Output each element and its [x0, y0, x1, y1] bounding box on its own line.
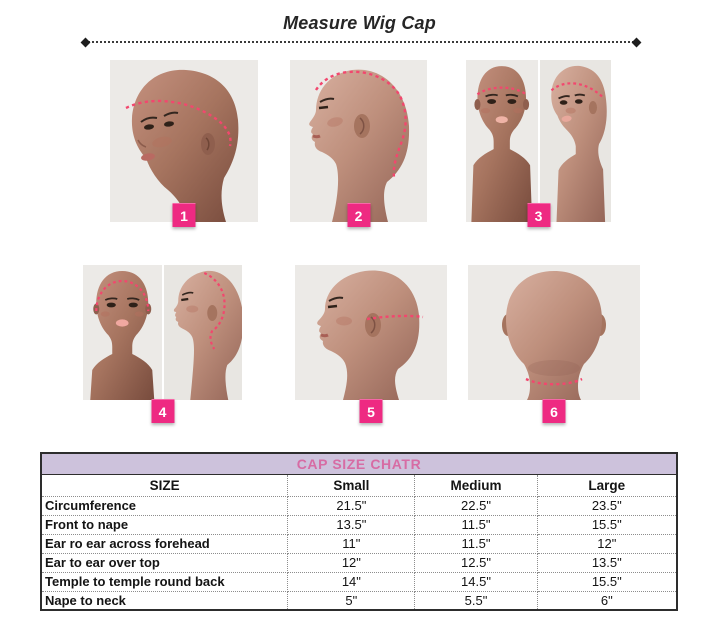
mannequin-head-front-icon	[466, 60, 538, 222]
cell-small: 5"	[288, 591, 415, 610]
column-header-small: Small	[288, 474, 415, 496]
row-label: Nape to neck	[41, 591, 288, 610]
cell-small: 21.5"	[288, 496, 415, 515]
figure-1-panel	[110, 60, 258, 222]
figure-3-side-view	[540, 60, 612, 222]
cell-medium: 5.5"	[415, 591, 537, 610]
table-row	[41, 572, 677, 591]
row-label: Front to nape	[41, 515, 288, 534]
column-header-large: Large	[537, 474, 677, 496]
table-row	[41, 534, 677, 553]
cell-large: 15.5"	[537, 515, 677, 534]
mannequin-head-profile-icon	[290, 60, 427, 222]
cell-large: 23.5"	[537, 496, 677, 515]
cell-large: 6"	[537, 591, 677, 610]
cell-small: 11"	[288, 534, 415, 553]
table-row	[41, 591, 677, 610]
figure-2-panel	[290, 60, 427, 222]
figure-number-badge: 2	[347, 203, 370, 227]
figure-number-badge: 4	[151, 399, 174, 423]
table-title: CAP SIZE CHATR	[41, 453, 677, 474]
figure-4-side-view	[164, 265, 243, 400]
figure-4-panel	[83, 265, 242, 420]
rule-right-diamond-icon	[632, 37, 642, 47]
figure-3-panel	[466, 60, 611, 222]
figure-number-badge: 6	[543, 399, 566, 423]
mannequin-head-profile-icon	[295, 265, 447, 400]
page-title: Measure Wig Cap	[283, 13, 436, 33]
table-row	[41, 515, 677, 534]
table-row	[41, 553, 677, 572]
cell-small: 12"	[288, 553, 415, 572]
figure-4-front-view	[83, 265, 162, 400]
figure-3-front-view	[466, 60, 538, 222]
mannequin-head-back-icon	[468, 265, 640, 400]
cell-medium: 14.5"	[415, 572, 537, 591]
cell-small: 14"	[288, 572, 415, 591]
title-underline-dotted-rule	[88, 41, 634, 43]
cell-small: 13.5"	[288, 515, 415, 534]
figure-number-badge: 1	[173, 203, 196, 227]
row-label: Temple to temple round back	[41, 572, 288, 591]
cell-medium: 11.5"	[415, 534, 537, 553]
cell-medium: 12.5"	[415, 553, 537, 572]
table-row	[41, 496, 677, 515]
cell-medium: 11.5"	[415, 515, 537, 534]
row-label: Ear to ear over top	[41, 553, 288, 572]
cell-medium: 22.5"	[415, 496, 537, 515]
figure-6-panel	[468, 265, 640, 420]
cell-large: 12"	[537, 534, 677, 553]
cell-large: 15.5"	[537, 572, 677, 591]
row-label: Ear ro ear across forehead	[41, 534, 288, 553]
mannequin-head-three-quarter-icon	[540, 60, 612, 222]
rule-left-diamond-icon	[81, 37, 91, 47]
mannequin-head-three-quarter-icon	[110, 60, 258, 222]
row-label: Circumference	[41, 496, 288, 515]
column-header-size: SIZE	[41, 474, 288, 496]
figure-number-badge: 5	[360, 399, 383, 423]
cap-size-chart-table	[40, 452, 678, 611]
mannequin-head-front-icon	[83, 265, 162, 400]
figure-number-badge: 3	[527, 203, 550, 227]
mannequin-head-profile-icon	[164, 265, 243, 400]
figure-5-panel	[295, 265, 447, 420]
cell-large: 13.5"	[537, 553, 677, 572]
column-header-medium: Medium	[415, 474, 537, 496]
